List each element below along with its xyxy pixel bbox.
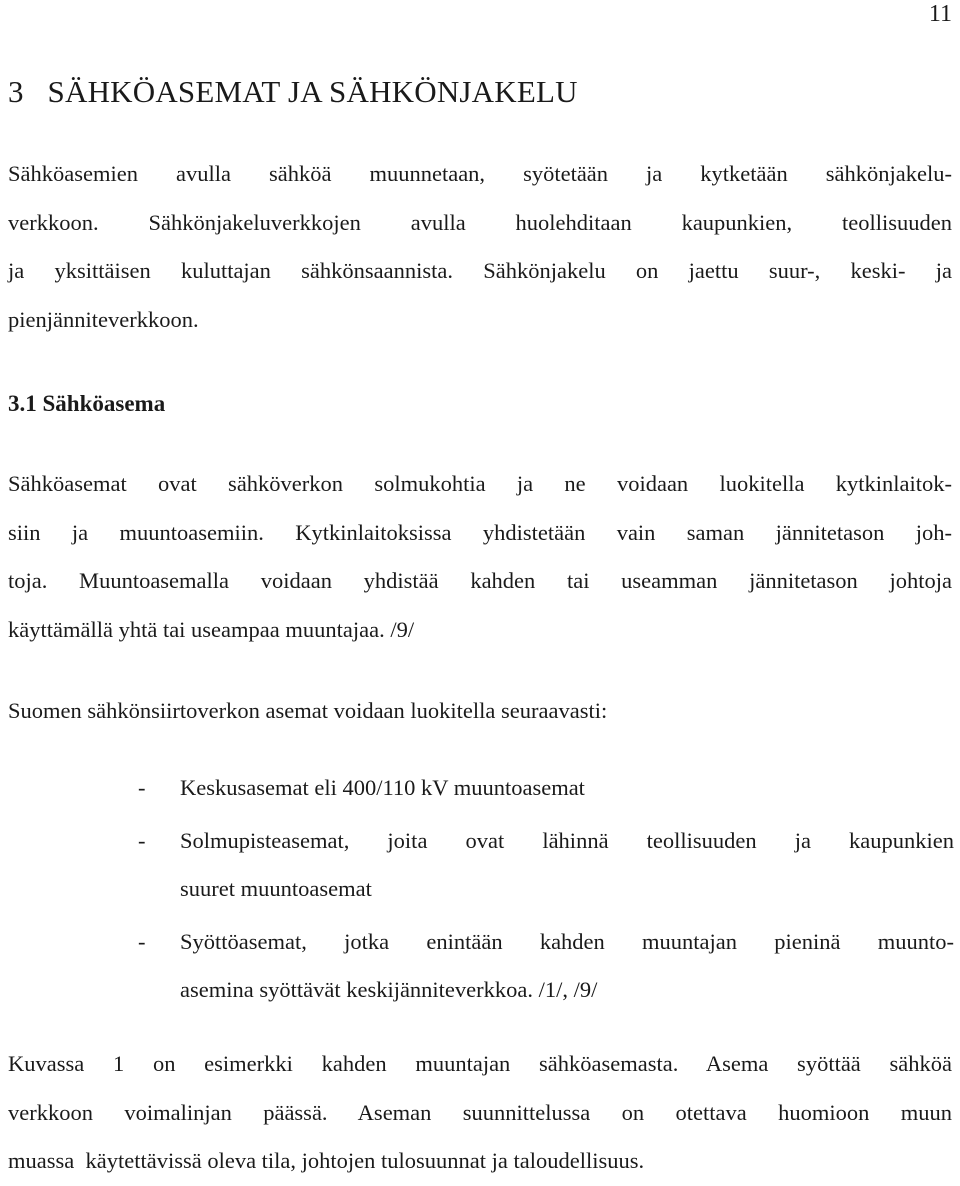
paragraph-line: Suomen sähkönsiirtoverkon asemat voidaan luokitella seuraavasti:: [8, 698, 608, 723]
list-dash: -: [138, 928, 146, 954]
section-heading: 3.1 Sähköasema: [8, 391, 166, 416]
paragraph-line: Sähköasemat ovat sähköverkon solmukohtia ja ne voidaan luokitella kytkinlaitok-: [8, 471, 952, 496]
list-item-line: Syöttöasemat, jotka enintään kahden muuntajan pieninä muunto-: [180, 928, 954, 954]
list-item: [138, 817, 954, 914]
paragraph-line: Kuvassa 1 on esimerkki kahden muuntajan sähköasemasta. Asema syöttää sähköä: [8, 1051, 952, 1076]
intro-line: pienjänniteverkkoon.: [8, 306, 199, 332]
chapter-heading: 3 SÄHKÖASEMAT JA SÄHKÖNJAKELU: [8, 74, 578, 109]
intro-line: ja yksittäisen kuluttajan sähkönsaannista. Sähkönjakelu on jaettu suur-, keski- ja: [8, 258, 952, 283]
list-item-line: Keskusasemat eli 400/110 kV muuntoasemat: [180, 775, 585, 800]
section-paragraph-3: [8, 1040, 952, 1186]
list-item: [138, 764, 954, 813]
page-number: 11: [928, 1, 952, 27]
station-type-list: [138, 764, 954, 1019]
section-paragraph-1: [8, 460, 952, 654]
paragraph-line: käyttämällä yhtä tai useampaa muuntajaa. /9/: [8, 616, 415, 642]
paragraph-line: verkkoon voimalinjan päässä. Aseman suunnittelussa on otettava huomioon muun: [8, 1099, 952, 1125]
list-item-line: Solmupisteasemat, joita ovat lähinnä teollisuuden ja kaupunkien: [180, 827, 954, 853]
section-paragraph-2: [8, 687, 952, 736]
intro-paragraph: [8, 150, 952, 344]
paragraph-line: siin ja muuntoasemiin. Kytkinlaitoksissa yhdistetään vain saman jännitetason joh-: [8, 519, 952, 545]
paragraph-line: toja. Muuntoasemalla voidaan yhdistää kahden tai useamman jännitetason johtoja: [8, 568, 952, 593]
list-dash: -: [138, 775, 146, 800]
list-item-line: suuret muuntoasemat: [180, 876, 372, 901]
list-item-line: asemina syöttävät keskijänniteverkkoa. /1/, /9/: [180, 977, 598, 1002]
list-dash: -: [138, 827, 146, 853]
paragraph-line: muassa käytettävissä oleva tila, johtojen tulosuunnat ja taloudellisuus.: [8, 1148, 645, 1173]
list-item: [138, 918, 954, 1015]
intro-line: Sähköasemien avulla sähköä muunnetaan, syötetään ja kytketään sähkönjakelu-: [8, 161, 952, 186]
intro-line: verkkoon. Sähkönjakeluverkkojen avulla huolehditaan kaupunkien, teollisuuden: [8, 209, 952, 235]
